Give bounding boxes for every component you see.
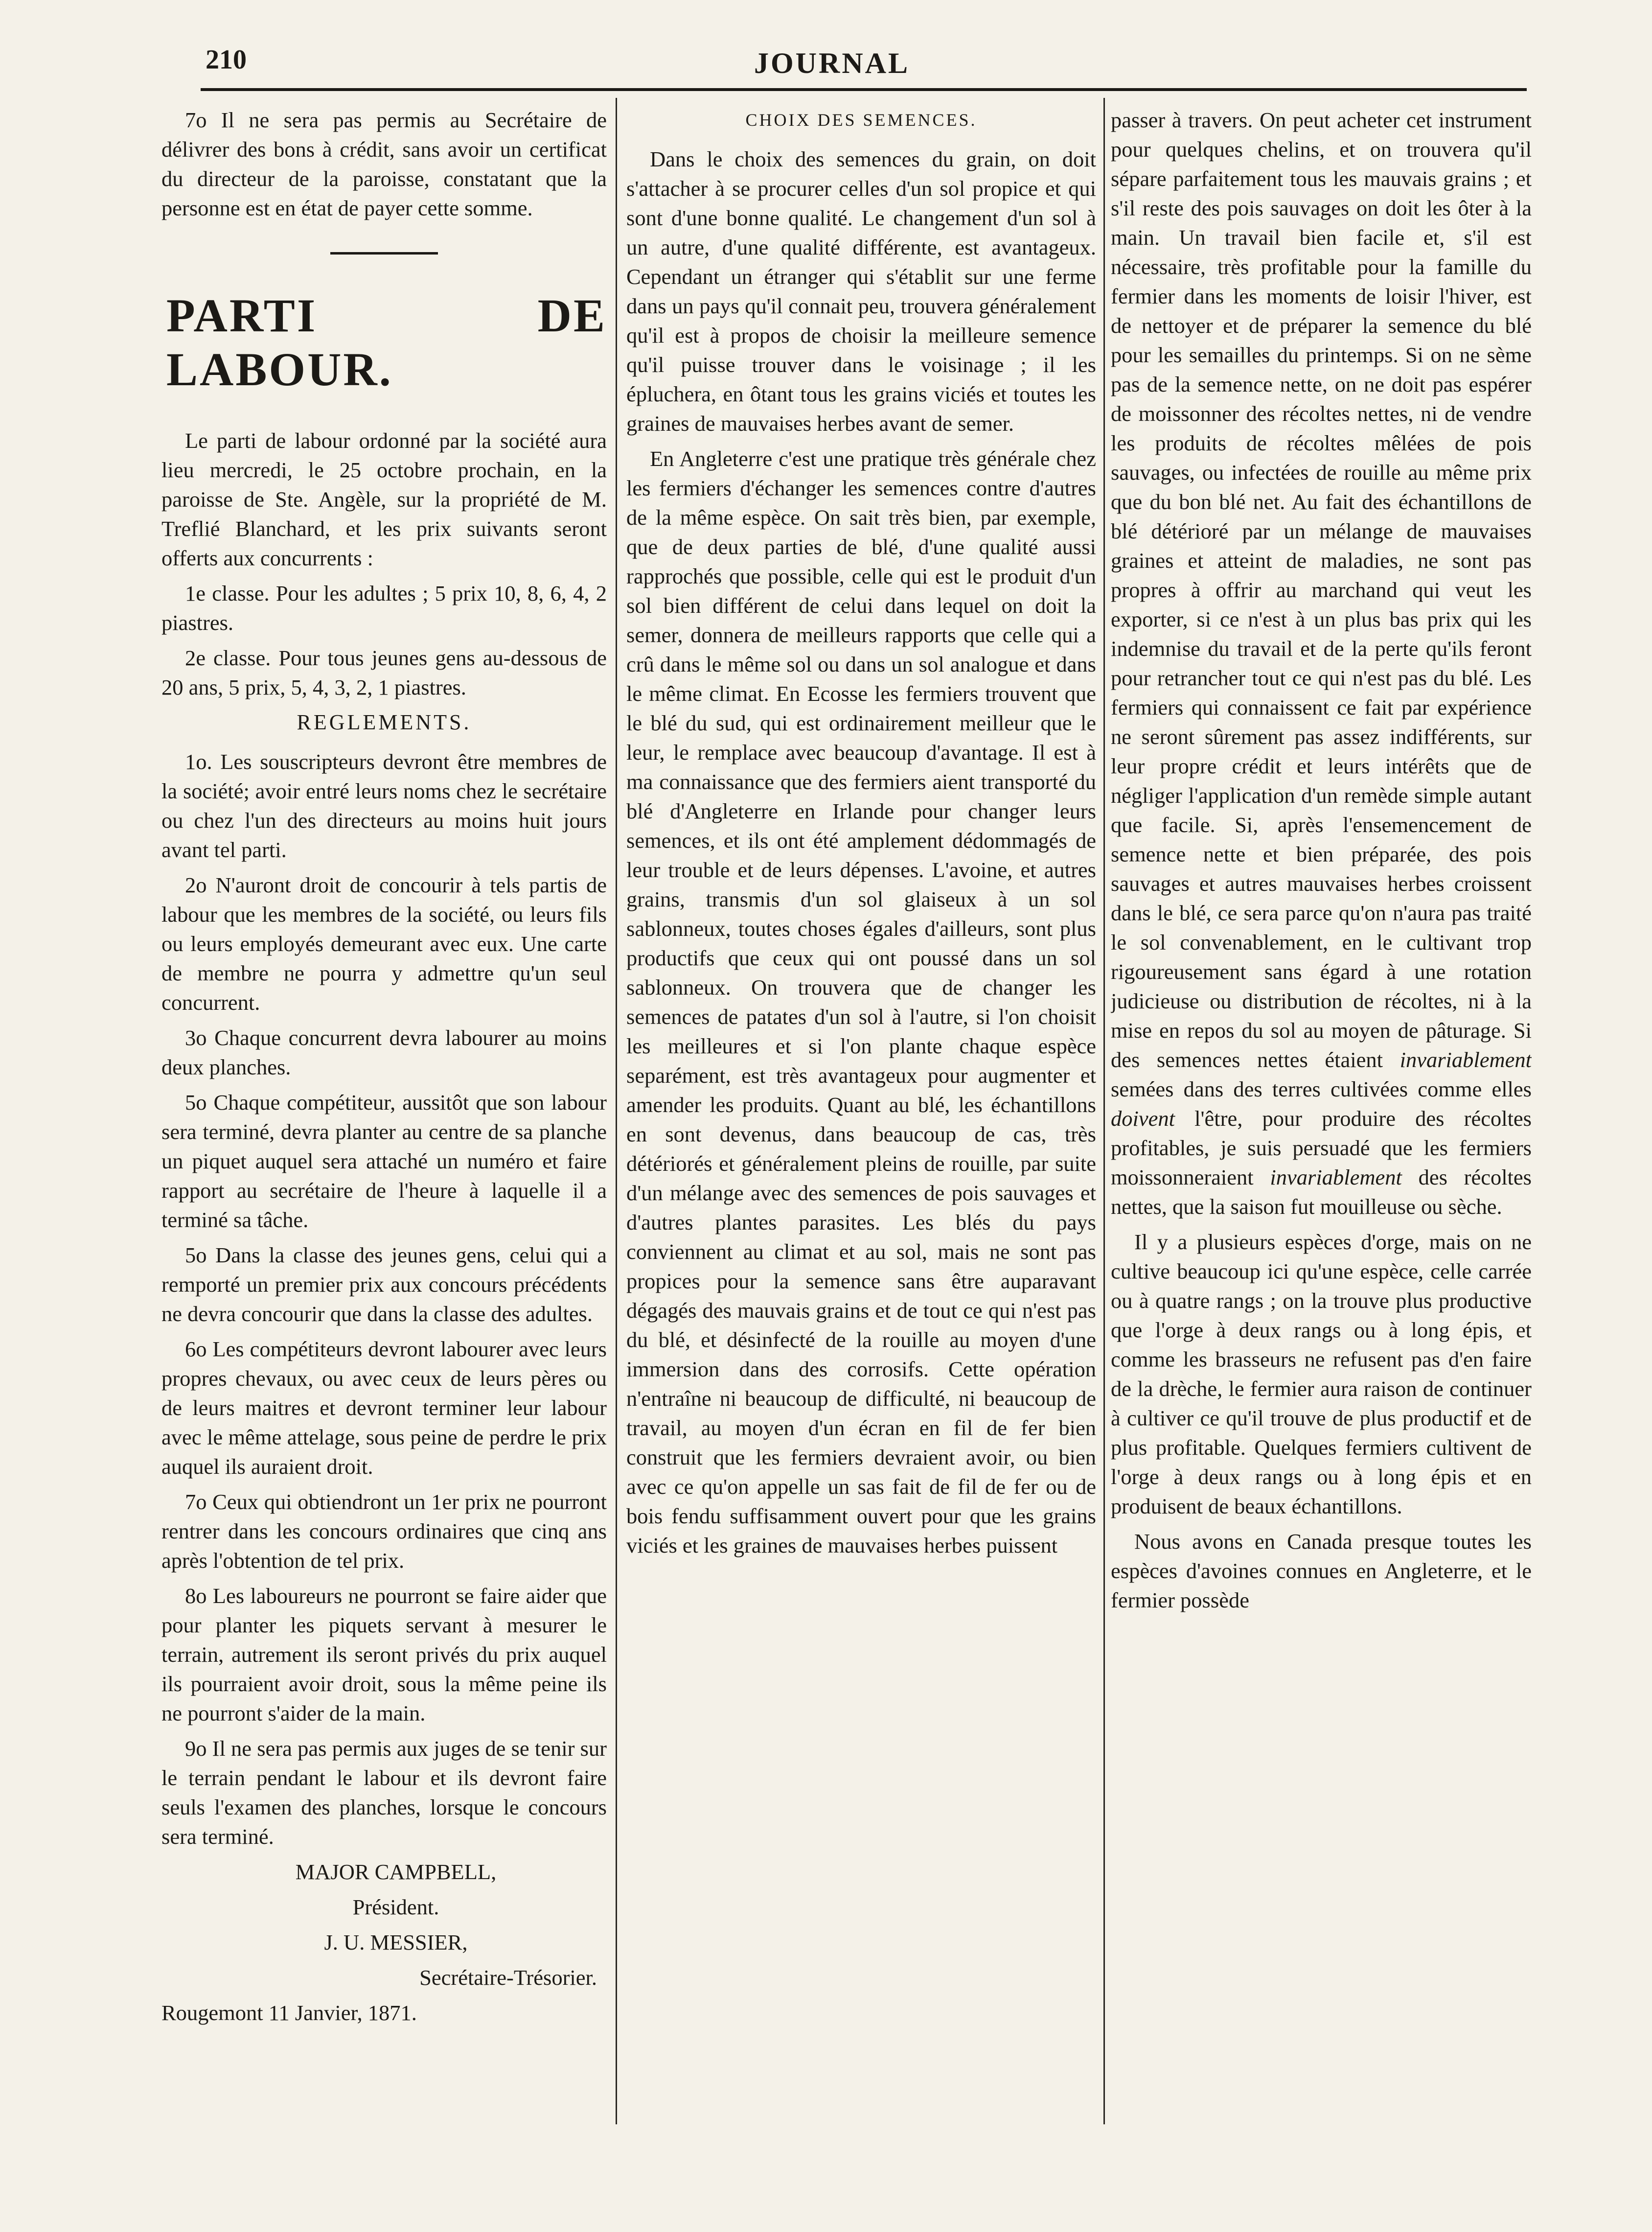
paragraph-continued: [1111, 105, 1532, 1221]
column-3: [1111, 105, 1532, 2122]
paragraph-avoine: Nous avons en Canada presque toutes les espèces d'avoines connues en Angleterre, et le fermier possède: [1111, 1529, 1532, 1612]
rule-2: 2o N'auront droit de concourir à tels partis de labour que les membres de la société, ou leurs fils ou leurs employés demeurant avec eux. Une carte de membre ne pourra y admettre qu'un seul concurrent.: [161, 873, 607, 1015]
running-head: JOURNAL: [754, 47, 910, 79]
paragraph-2: En Angleterre c'est une pratique très générale chez les fermiers d'échanger les semences contre d'autres de la même espèce. On sait très bien, par exemple, que de deux parties de blé, d'une qualité aussi rapprochés que possible, celle qui est le produit d'un sol bien différent de celui dans lequel on doit la semer, donnera de meilleurs rapports que celle qui a crû dans le même sol ou dans un sol analogue et dans le même climat. En Ecosse les fermiers trouvent que le blé du sud, qui est ordinairement meilleur que le leur, le remplace avec beaucoup d'avantage. Il est à ma connaissance que des fermiers aient transporté du blé d'Angleterre en Irlande pour changer leurs semences, et ils ont été amplement dédommagés de leur trouble et de leurs dépenses. L'avoine, et autres grains, transmis d'un sol glaiseux à un sol sablonneux, toutes choses égales d'ailleurs, sont plus productifs que ceux qui ont poussé dans un sol sablonneux. On trouvera que de changer les semences de patates d'un sol à l'autre, si l'on choisit les meilleures et si l'on plante chaque espèce separément, est très avantageux pour augmenter et amender les produits. Quant au blé, les échantillons en sont devenus, dans beaucoup de cas, très détériorés et généralement pleins de rouille, par suite d'un mélange avec des semences de pois sauvages et d'autres plantes parasites. Les blés du pays conviennent au climat et au sol, mais ne sont pas propices pour la semence sans être auparavant dégagés des mauvais grains et de tout ce qui n'est pas du blé, et désinfecté de la rouille au moyen d'une immersion dans des corrosifs. Cette opération n'entraîne ni beaucoup de difficulté, ni beaucoup de travail, au moyen d'un écran en fil de fer bien construit que les fermiers devraient avoir, ou bien avec ce qu'on appelle un sas fait de fil de fer ou de bois fendu suffisamment ouvert pour que les grains viciés et les graines de mauvaises herbes puissent: [626, 446, 1096, 1558]
text-run: passer à travers. On peut acheter cet instrument pour quelques chelins, et on trouvera qu'il sépare parfaitement tous les mauvais grains ; et s'il reste des pois sauvages on doit les ôter à la main. Un travail bien facile et, s'il est nécessaire, très profitable pour la famille du fermier dans les moments de loisir l'hiver, est de nettoyer et de préparer la semence du blé pour les semailles du printemps. Si on ne sème pas de la semence nette, on ne doit pas espérer de moissonner des récoltes nettes, ni de vendre les produits de récoltes mêlées de pois sauvages, ou infectées de rouille au même prix que du bon blé net. Au fait des échantillons de blé détérioré par un mélange de mauvaises graines et atteint de maladies, ne sont pas propres à offrir au marchand qui veut les exporter, si ce n'est à un plus bas prix qui les indemnise du travail et de la perte qu'ils feront pour retrancher tout ce qui n'est pas du blé. Les fermiers qui connaissent ce fait par expérience ne seront sûrement pas assez indifférents, sur leur propre crédit et leurs intérêts que de négliger l'application d'un remède simple autant que facile. Si, après l'ensemencement de semence nette et bien préparée, des pois sauvages et autres mauvaises herbes croissent dans le blé, ce sera parce qu'on n'aura pas traité le sol convenablement, en le cultivant trop rigoureusement sans égard à une rotation judicieuse ou distribution de récoltes, ni à la mise en repos du sol au moyen de pâturage. Si des semences nettes étaient: [1111, 108, 1532, 1072]
column-divider-1: [616, 98, 617, 2124]
signature-2-name: J. U. MESSIER,: [324, 1930, 468, 1954]
paragraph-1: Dans le choix des semences du grain, on doit s'attacher à se procurer celles d'un sol propice et qui sont d'une bonne qualité. Le changement d'un sol à un autre, d'une qualité différente, est avantageux. Cependant un étranger qui s'établit sur une ferme dans un pays qu'il connait peu, trouvera généralement qu'il est à propos de choisir la meilleure semence qu'il puisse trouver dans le voisinage ; il les épluchera, en ôtant tous les grains viciés et toutes les graines de mauvaises herbes avant de semer.: [626, 147, 1096, 436]
reglements-title: REGLEMENTS.: [297, 710, 472, 734]
column-2: [626, 105, 1096, 2122]
emphasis: invariablement: [1400, 1047, 1532, 1072]
headline: PARTI DE LABOUR.: [166, 289, 607, 395]
rule-5: 5o Dans la classe des jeunes gens, celui qui a remporté un premier prix aux concours précédents ne devra concourir que dans la classe des adultes.: [161, 1243, 607, 1326]
rule-7-top: 7o Il ne sera pas permis au Secrétaire de délivrer des bons à crédit, sans avoir un certificat du directeur de la paroisse, constatant que la personne est en état de payer cette somme.: [161, 108, 607, 220]
rule-9: 9o Il ne sera pas permis aux juges de se tenir sur le terrain pendant le labour et ils devront faire seuls l'examen des planches, lorsque le concours sera terminé.: [161, 1736, 607, 1849]
class-2: 2e classe. Pour tous jeunes gens au-dessous de 20 ans, 5 prix, 5, 4, 3, 2, 1 piastres.: [161, 646, 607, 699]
rule-3: 3o Chaque concurrent devra labourer au moins deux planches.: [161, 1025, 607, 1079]
column-divider-2: [1103, 98, 1105, 2124]
signature-1-title: Président.: [352, 1895, 439, 1919]
section-divider: [330, 252, 438, 255]
paragraph-orge: Il y a plusieurs espèces d'orge, mais on ne cultive beaucoup ici qu'une espèce, celle carrée ou à quatre rangs ; on la trouve plus productive que l'orge à deux rangs ou à long épis, et comme les brasseurs ne refusent pas d'en faire de la drèche, le fermier aura raison de continuer à cultiver ce qu'il trouve de plus productif et de plus profitable. Quelques fermiers cultivent de l'orge à deux rangs ou à long épis et en produisent de beaux échantillons.: [1111, 1230, 1532, 1518]
text-run: l'être, pour produire des récoltes profitables, je suis persuadé que les fermiers moissonneraient: [1111, 1106, 1532, 1189]
rule-7: 7o Ceux qui obtiendront un 1er prix ne pourront rentrer dans les concours ordinaires que cinq ans après l'obtention de tel prix.: [161, 1489, 607, 1573]
signature-2-title: Secrétaire-Trésorier.: [419, 1965, 597, 1990]
text-run: semées dans des terres cultivées comme elles: [1111, 1077, 1532, 1101]
dateline: Rougemont 11 Janvier, 1871.: [161, 2000, 417, 2025]
rule-6: 6o Les compétiteurs devront labourer avec leurs propres chevaux, ou avec ceux de leurs pères ou de leurs maitres et devront terminer leur labour avec le même attelage, sous peine de perdre le prix auquel ils auraient droit.: [161, 1337, 607, 1479]
emphasis: invariablement: [1270, 1165, 1402, 1189]
page-number: 210: [206, 45, 247, 75]
rule-4: 5o Chaque compétiteur, aussitôt que son labour sera terminé, devra planter au centre de sa planche un piquet auquel sera attaché un numéro et faire rapport au secrétaire de l'heure à laquelle il a terminé sa tâche.: [161, 1090, 607, 1232]
header-rule: [201, 88, 1527, 91]
rule-1: 1o. Les souscripteurs devront être membres de la société; avoir entré leurs noms chez le secrétaire ou chez l'un des directeurs au moins huit jours avant tel parti.: [161, 749, 607, 862]
article-title: CHOIX DES SEMENCES.: [745, 110, 977, 130]
intro-paragraph: Le parti de labour ordonné par la société aura lieu mercredi, le 25 octobre prochain, en la paroisse de Ste. Angèle, sur la propriété de M. Treflié Blanchard, et les prix suivants seront offerts aux concurrents :: [161, 428, 607, 570]
signature-1-name: MAJOR CAMPBELL,: [295, 1860, 497, 1884]
rule-8: 8o Les laboureurs ne pourront se faire aider que pour planter les piquets servant à mesurer le terrain, autrement ils seront privés du prix auquel ils pourraient avoir droit, sous la même peine ils ne pourront s'aider de la main.: [161, 1583, 607, 1725]
column-1: [161, 105, 607, 2122]
emphasis: doivent: [1111, 1106, 1175, 1131]
class-1: 1e classe. Pour les adultes ; 5 prix 10, 8, 6, 4, 2 piastres.: [161, 581, 607, 635]
text-run: des récoltes nettes, que la saison fut mouilleuse ou sèche.: [1111, 1165, 1532, 1219]
